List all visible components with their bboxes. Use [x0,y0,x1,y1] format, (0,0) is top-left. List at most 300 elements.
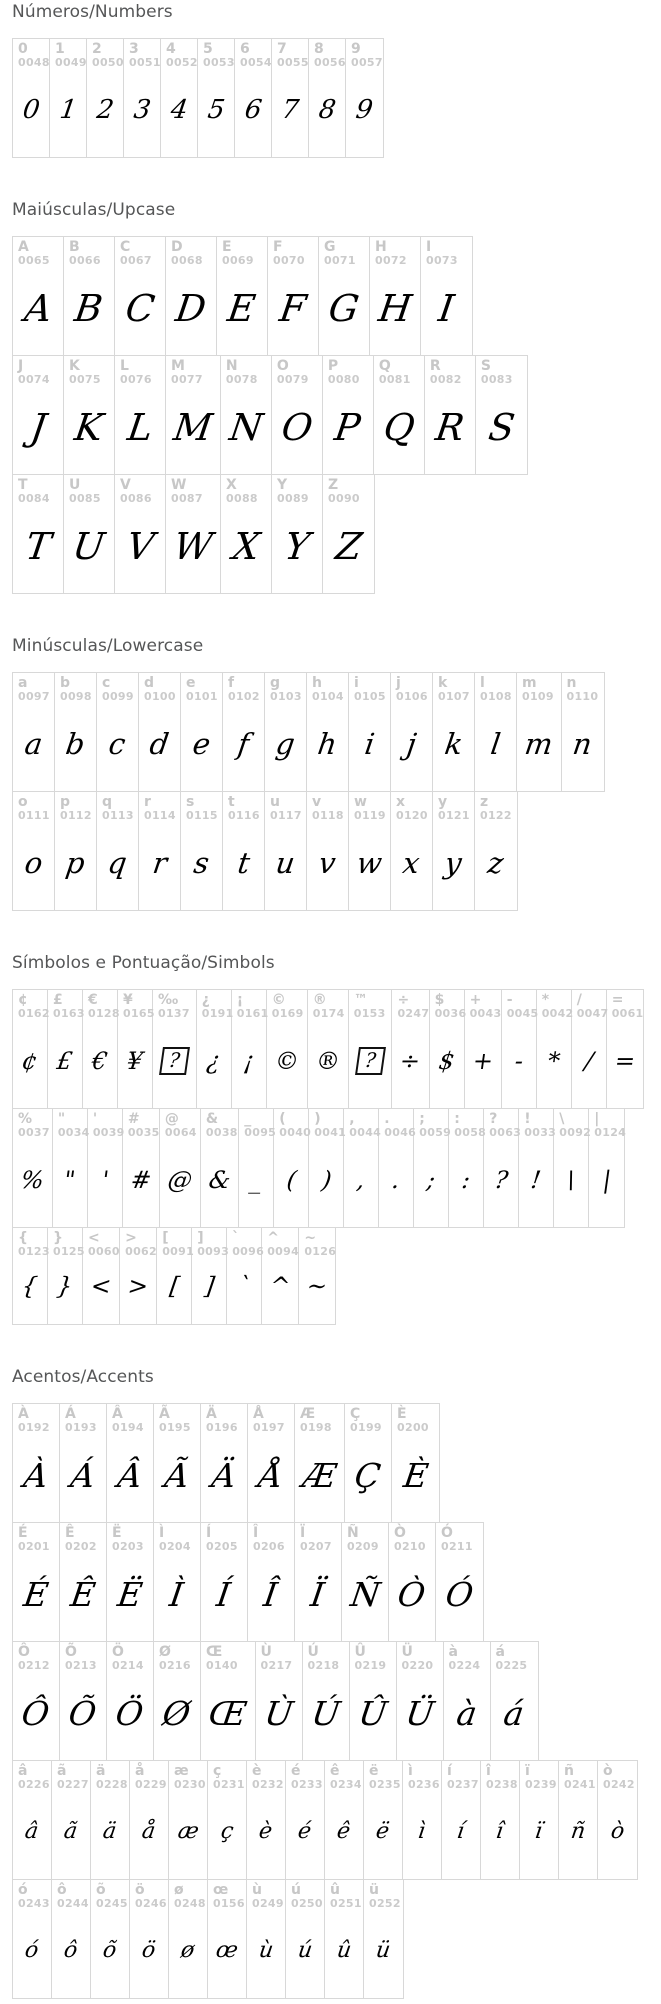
glyph-cell [13,356,64,474]
glyph-preview: ; [425,1166,438,1194]
glyph-char-label: û [330,1882,340,1898]
glyph-preview: B [72,286,106,330]
glyph-cell [272,475,323,593]
glyph-char-label: ¢ [18,992,28,1008]
glyph-meta [430,359,462,386]
glyph-code-label: 0153 [353,1007,386,1021]
glyph-char-label: ó [18,1882,28,1898]
glyph-char-label: ; [419,1111,425,1127]
glyph-preview: R [432,405,467,449]
glyph-row [12,1108,625,1228]
glyph-meta [18,1112,50,1139]
glyph-code-label: 0035 [127,1126,160,1140]
glyph-char-label: \ [559,1111,565,1127]
glyph-code-label: 0070 [273,254,305,268]
glyph-meta [253,1407,285,1434]
glyph-char-label: Q [378,358,391,374]
glyph-meta [312,795,344,822]
glyph-cell [444,1642,491,1760]
glyph-char-label: A [18,239,29,255]
glyph-cell [166,237,217,355]
glyph-preview: k [442,726,465,761]
glyph-code-label: 0092 [559,1126,592,1140]
glyph-preview: " [62,1166,78,1194]
glyph-meta [244,1112,276,1139]
glyph-char-label: ç [213,1763,222,1779]
glyph-meta [144,676,176,703]
glyph-code-label: 0056 [314,56,346,70]
glyph-meta [69,240,101,267]
glyph-code-label: 0199 [350,1421,382,1435]
glyph-char-label: u [270,794,280,810]
glyph-cell [154,1404,201,1522]
glyph-row [12,791,518,911]
glyph-code-label: 0047 [576,1007,609,1021]
glyph-meta [397,1407,429,1434]
glyph-preview: ù [257,1938,275,1963]
glyph-char-label: P [327,358,339,374]
glyph-meta [525,1764,557,1791]
glyph-code-label: 0036 [434,1007,467,1021]
glyph-meta [379,359,411,386]
glyph-preview: v [316,845,339,880]
glyph-char-label: I [426,239,432,255]
glyph-meta [314,1112,346,1139]
glyph-code-label: 0054 [240,56,272,70]
glyph-meta [480,795,512,822]
glyph-cell [286,1761,325,1879]
glyph-meta [524,1112,556,1139]
glyph-preview: ¢ [20,1047,40,1075]
glyph-meta [277,478,309,505]
glyph-preview: Œ [206,1693,250,1733]
glyph-cell [307,673,349,791]
glyph-code-label: 0060 [88,1245,120,1259]
glyph-cell [262,1228,299,1324]
glyph-cell [374,356,425,474]
glyph-code-label: 0111 [18,809,50,823]
glyph-char-label: â [18,1763,28,1779]
glyph-cell [370,237,421,355]
glyph-char-label: À [18,1406,29,1422]
glyph-meta [496,1645,528,1672]
glyph-cell [308,990,349,1108]
glyph-char-label: z [480,794,489,810]
glyph-char-label: 2 [92,41,102,57]
glyph-code-label: 0165 [123,1007,155,1021]
glyph-meta [330,1764,362,1791]
glyph-cell [13,475,64,593]
glyph-char-label: K [69,358,80,374]
glyph-code-label: 0076 [120,373,152,387]
glyph-cell [97,792,139,910]
glyph-cell [227,1228,265,1324]
glyph-code-label: 0096 [232,1245,265,1259]
glyph-cell [48,1228,83,1324]
glyph-preview: 2 [94,95,116,125]
glyph-char-label: Ô [18,1644,30,1660]
glyph-code-label: 0251 [330,1897,362,1911]
glyph-cell [161,39,198,157]
glyph-meta [60,676,92,703]
glyph-preview: Ã [162,1455,192,1495]
glyph-preview: r [150,845,169,880]
glyph-meta [112,1526,144,1553]
glyph-cell [403,1761,442,1879]
glyph-meta [112,1645,144,1672]
glyph-preview: è [257,1819,275,1844]
glyph-code-label: 0207 [300,1540,332,1554]
glyph-char-label: è [252,1763,262,1779]
glyph-preview: Ñ [347,1574,383,1614]
glyph-meta [300,1407,332,1434]
glyph-code-label: 0069 [222,254,254,268]
glyph-meta [18,359,50,386]
glyph-code-label: 0198 [300,1421,332,1435]
glyph-cell [53,1109,88,1227]
glyph-code-label: 0114 [144,809,176,823]
glyph-code-label: 0059 [419,1126,452,1140]
glyph-meta [92,42,124,69]
glyph-char-label: E [222,239,232,255]
glyph-code-label: 0098 [60,690,92,704]
glyph-char-label: Ì [159,1525,165,1541]
glyph-row [12,1641,539,1761]
glyph-row [12,236,473,356]
glyph-char-label: € [88,992,98,1008]
glyph-preview: W [170,524,216,568]
glyph-char-label: / [576,992,582,1008]
glyph-char-label: Û [354,1644,366,1660]
glyph-cell [247,1880,286,1998]
glyph-char-label: ì [408,1763,413,1779]
glyph-char-label: Î [253,1525,259,1541]
glyph-char-label: Á [65,1406,76,1422]
glyph-char-label: Ê [65,1525,75,1541]
glyph-cell [13,237,64,355]
glyph-cell [421,237,472,355]
glyph-code-label: 0163 [53,1007,85,1021]
glyph-meta [102,795,134,822]
glyph-code-label: 0216 [159,1659,191,1673]
glyph-preview: A [21,286,55,330]
glyph-preview: ¿ [205,1047,223,1075]
glyph-preview: l [488,726,503,761]
glyph-meta [213,1764,245,1791]
glyph-preview: Ë [115,1574,145,1614]
glyph-preview: ó [23,1938,41,1963]
glyph-cell [223,673,265,791]
glyph-code-label: 0105 [354,690,386,704]
glyph-code-label: 0212 [18,1659,50,1673]
glyph-char-label: t [228,794,235,810]
glyph-preview: Î [261,1574,281,1614]
glyph-char-label: ã [57,1763,67,1779]
glyph-code-label: 0079 [276,373,309,387]
glyph-cell [349,792,391,910]
glyph-rows [12,38,649,158]
glyph-meta [438,795,470,822]
section-heading: Acentos/Accents [12,1367,154,1387]
glyph-cell [13,673,55,791]
glyph-meta [277,42,309,69]
glyph-char-label: ) [314,1111,321,1127]
glyph-cell [346,39,383,157]
glyph-cell [562,673,604,791]
glyph-preview: æ [175,1819,201,1844]
glyph-code-label: 0040 [279,1126,312,1140]
glyph-meta [166,42,198,69]
glyph-section [12,2,649,158]
glyph-row [12,989,644,1109]
glyph-meta [612,993,644,1020]
glyph-preview: í [455,1819,467,1844]
glyph-preview: ü [374,1938,393,1963]
glyph-meta [222,240,254,267]
glyph-code-label: 0194 [112,1421,144,1435]
glyph-cell [130,1761,169,1879]
glyph-meta [351,42,383,69]
glyph-char-label: " [57,1111,66,1127]
glyph-preview: 1 [57,95,79,125]
section-heading: Minúsculas/Lowercase [12,636,204,656]
glyph-code-label: 0034 [57,1126,90,1140]
glyph-cell [323,356,374,474]
glyph-meta [402,1645,434,1672]
glyph-cell [197,990,232,1108]
glyph-cell [13,1404,60,1522]
glyph-meta [489,1112,521,1139]
glyph-preview: õ [101,1938,119,1963]
glyph-code-label: 0206 [253,1540,285,1554]
glyph-char-label: b [60,675,71,691]
glyph-code-label: 0121 [438,809,470,823]
glyph-char-label: Z [328,477,339,493]
glyph-char-label: j [396,675,401,691]
glyph-char-label: 8 [314,41,324,57]
glyph-cell [559,1761,598,1879]
glyph-char-label: ^ [267,1230,279,1246]
glyph-cell [97,673,139,791]
glyph-code-label: 0229 [135,1778,167,1792]
glyph-char-label: ü [369,1882,379,1898]
glyph-code-label: 0057 [351,56,383,70]
glyph-meta [470,993,502,1020]
glyph-char-label: G [324,239,336,255]
glyph-meta [88,1231,120,1258]
glyph-cell [201,1109,239,1227]
glyph-meta [522,676,554,703]
glyph-code-label: 0235 [369,1778,401,1792]
glyph-char-label: ® [312,992,327,1008]
glyph-char-label: 1 [55,41,65,57]
glyph-preview: j [404,726,419,761]
glyph-char-label: Ö [112,1644,124,1660]
glyph-char-label: ï [525,1763,530,1779]
glyph-cell [91,1880,130,1998]
glyph-row [12,1879,404,1999]
glyph-meta [567,676,599,703]
glyph-code-label: 0219 [354,1659,387,1673]
glyph-cell [433,792,475,910]
glyph-code-label: 0075 [69,373,101,387]
glyph-cell [124,39,161,157]
glyph-row [12,38,384,158]
glyph-meta [279,1112,311,1139]
glyph-meta [486,1764,518,1791]
glyph-code-label: 0169 [271,1007,304,1021]
glyph-preview: Õ [66,1693,100,1733]
glyph-meta [206,1645,238,1672]
glyph-meta [162,1231,194,1258]
glyph-preview: E [225,286,259,330]
glyph-code-label: 0067 [120,254,152,268]
glyph-row [12,1227,336,1325]
glyph-cell [442,1761,481,1879]
glyph-cell [55,792,97,910]
glyph-char-label: & [205,1111,219,1127]
glyph-char-label: d [144,675,155,691]
glyph-code-label: 0191 [201,1007,234,1021]
glyph-meta [206,1112,238,1139]
glyph-preview: [ [167,1272,181,1300]
glyph-cell [91,1761,130,1879]
glyph-code-label: 0119 [354,809,386,823]
glyph-meta [291,1883,323,1910]
glyph-preview: C [122,286,158,330]
glyph-meta [328,478,360,505]
glyph-char-label: # [127,1111,140,1127]
glyph-meta [159,1526,191,1553]
glyph-meta [270,795,302,822]
glyph-cell [267,990,308,1108]
glyph-code-label: 0228 [96,1778,128,1792]
glyph-section [12,636,649,911]
glyph-code-label: 0162 [18,1007,50,1021]
glyph-preview: Ì [167,1574,187,1614]
glyph-code-label: 0102 [228,690,260,704]
glyph-preview: ç [219,1819,235,1844]
glyph-preview: G [326,286,362,330]
glyph-cell [13,1228,48,1324]
glyph-meta [226,359,258,386]
glyph-preview: & [206,1166,233,1194]
glyph-char-label: Ã [159,1406,170,1422]
glyph-code-label: 0093 [197,1245,230,1259]
glyph-cell [364,1761,403,1879]
glyph-cell [349,990,393,1108]
glyph-cell [107,1642,154,1760]
glyph-code-label: 0081 [378,373,411,387]
glyph-cell [295,1404,345,1522]
glyph-cell [430,990,465,1108]
glyph-cell [520,1761,559,1879]
glyph-char-label: Õ [65,1644,77,1660]
glyph-char-label: H [375,239,387,255]
glyph-meta [158,993,190,1020]
glyph-code-label: 0037 [18,1126,50,1140]
glyph-cell [268,237,319,355]
glyph-code-label: 0209 [347,1540,379,1554]
glyph-code-label: 0087 [171,492,203,506]
glyph-meta [129,42,161,69]
glyph-code-label: 0226 [18,1778,50,1792]
glyph-preview: ã [62,1819,80,1844]
glyph-meta [18,1231,50,1258]
glyph-char-label: à [448,1644,458,1660]
glyph-code-label: 0231 [213,1778,245,1792]
glyph-code-label: 0118 [312,809,344,823]
glyph-code-label: 0106 [396,690,428,704]
glyph-code-label: 0039 [92,1126,125,1140]
glyph-preview: Q [380,405,418,449]
glyph-char-label: Ä [206,1406,217,1422]
glyph-preview: ] [202,1272,216,1300]
glyph-meta [267,1231,299,1258]
glyph-rows [12,1403,649,1999]
glyph-cell [198,39,235,157]
glyph-code-label: 0103 [270,690,302,704]
glyph-meta [603,1764,635,1791]
glyph-code-label: 0063 [489,1126,522,1140]
glyph-meta [65,1407,97,1434]
glyph-cell [123,1109,160,1227]
glyph-cell [181,792,223,910]
glyph-code-label: 0089 [277,492,309,506]
glyph-preview: Ò [395,1574,429,1614]
glyph-meta [18,1407,50,1434]
glyph-section [12,1367,649,1999]
glyph-cell [272,356,323,474]
glyph-preview: Æ [300,1455,339,1495]
glyph-preview: ê [335,1819,353,1844]
glyph-meta [394,1526,426,1553]
glyph-code-label: 0218 [307,1659,340,1673]
glyph-code-label: 0094 [267,1245,300,1259]
glyph-char-label: . [384,1111,390,1127]
glyph-char-label: 9 [351,41,361,57]
glyph-preview: € [90,1047,110,1075]
glyph-meta [135,1764,167,1791]
glyph-char-label: a [18,675,28,691]
glyph-cell [397,1642,444,1760]
glyph-meta [102,676,134,703]
glyph-meta [18,42,50,69]
glyph-meta [577,993,609,1020]
glyph-char-label: Y [277,477,288,493]
glyph-char-label: Ï [300,1525,306,1541]
glyph-preview: £ [55,1047,75,1075]
glyph-cell [181,673,223,791]
glyph-cell [107,1523,154,1641]
glyph-meta [313,993,345,1020]
glyph-meta [261,1645,293,1672]
glyph-code-label: 0161 [236,1007,269,1021]
glyph-cell [392,990,429,1108]
glyph-preview: Ï [308,1574,328,1614]
glyph-char-label: ú [291,1882,301,1898]
glyph-char-label: Ë [112,1525,122,1541]
glyph-cell [13,990,48,1108]
glyph-cell [13,1523,60,1641]
glyph-preview: z [486,845,507,880]
glyph-meta [171,478,203,505]
glyph-char-label: C [120,239,131,255]
glyph-code-label: 0100 [144,690,176,704]
glyph-cell [130,1880,169,1998]
glyph-meta [120,359,152,386]
glyph-char-label: Ø [159,1644,171,1660]
